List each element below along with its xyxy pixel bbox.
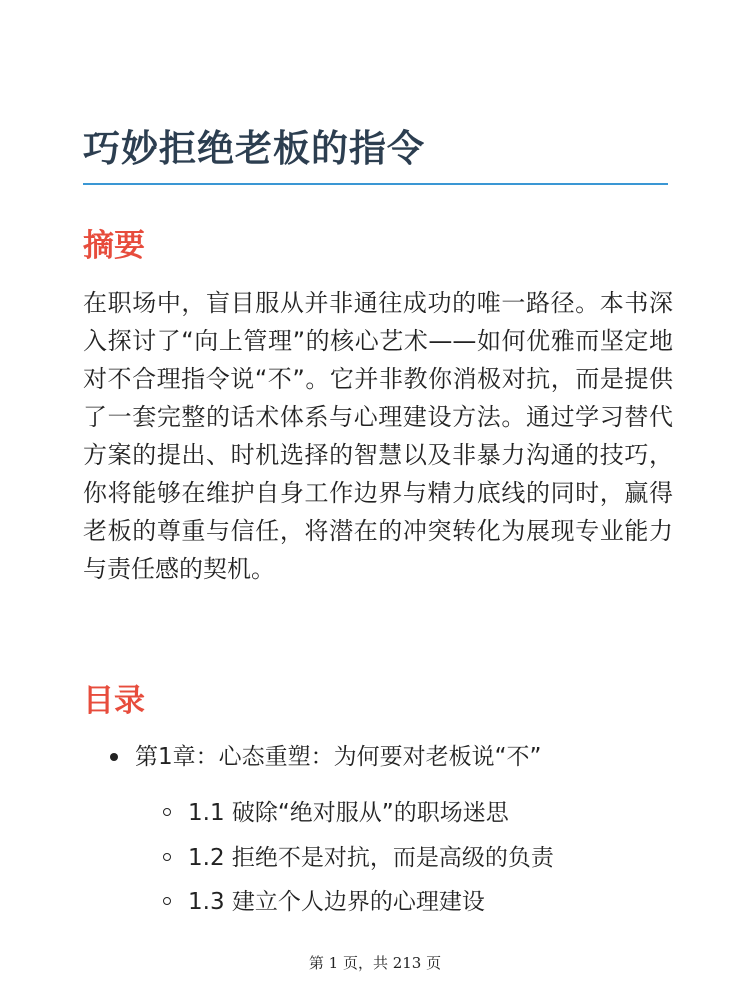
abstract-paragraph: 在职场中，盲目服从并非通往成功的唯一路径。本书深入探讨了“向上管理”的核心艺术——如何优雅而坚定地对不合理指令说“不”。它并非教你消极对抗，而是提供了一套完整的话术体系与心理建设方法。通过学习替代方案的提出、时机选择的智慧以及非暴力沟通的技巧，你将能够在维护自身工作边界与精力底线的同时，赢得老板的尊重与信任，将潜在的冲突转化为展现专业能力与责任感的契机。 xyxy=(83,289,673,583)
toc-section-1-1[interactable] xyxy=(163,796,509,830)
toc-heading: 目录 xyxy=(83,683,145,719)
circle-bullet-icon xyxy=(163,897,171,905)
abstract-heading: 摘要 xyxy=(83,228,145,264)
toc-section-1-2[interactable] xyxy=(163,841,554,875)
page-footer: 第 1 页，共 213 页 xyxy=(308,954,442,972)
circle-bullet-icon xyxy=(163,808,171,816)
toc-chapter-1[interactable] xyxy=(112,740,541,774)
document-title: 巧妙拒绝老板的指令 xyxy=(83,127,425,170)
toc-section-label: 1.3 建立个人边界的心理建设 xyxy=(188,889,485,915)
toc-chapter-label: 第1章：心态重塑：为何要对老板说“不” xyxy=(135,744,542,770)
toc-section-1-3[interactable] xyxy=(163,885,485,919)
bullet-icon xyxy=(110,753,118,761)
circle-bullet-icon xyxy=(163,853,171,861)
title-divider xyxy=(83,183,668,185)
toc-section-label: 1.2 拒绝不是对抗，而是高级的负责 xyxy=(188,845,554,871)
toc-section-label: 1.1 破除“绝对服从”的职场迷思 xyxy=(188,800,509,826)
